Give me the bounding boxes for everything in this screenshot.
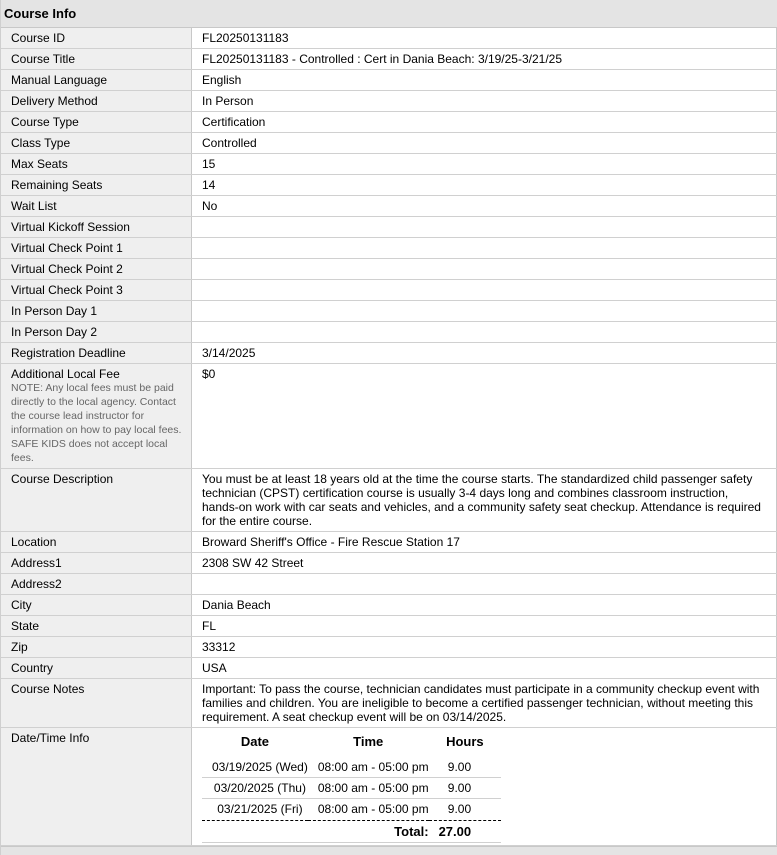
- session-time: 08:00 am - 05:00 pm: [308, 757, 429, 778]
- field-label: Remaining Seats: [1, 175, 192, 196]
- table-row: [1, 133, 777, 154]
- field-label: In Person Day 2: [1, 322, 192, 343]
- table-row: [1, 238, 777, 259]
- in-person-day-2-value: [192, 322, 777, 343]
- session-hours: 9.00: [429, 778, 502, 799]
- table-row: [1, 343, 777, 364]
- field-label: Address1: [1, 553, 192, 574]
- field-label: Class Type: [1, 133, 192, 154]
- max-seats-value: 15: [192, 154, 777, 175]
- total-spacer: [202, 821, 308, 843]
- field-label: Address2: [1, 574, 192, 595]
- session-date: 03/19/2025 (Wed): [202, 757, 308, 778]
- panel-footer: [1, 846, 777, 855]
- table-row: [1, 595, 777, 616]
- field-label: Zip: [1, 637, 192, 658]
- registration-deadline-value: 3/14/2025: [192, 343, 777, 364]
- virtual-kickoff-value: [192, 217, 777, 238]
- address2-value: [192, 574, 777, 595]
- table-row: [1, 175, 777, 196]
- location-value: Broward Sheriff's Office - Fire Rescue Station 17: [192, 532, 777, 553]
- field-label: Virtual Check Point 3: [1, 280, 192, 301]
- table-row: [1, 469, 777, 532]
- schedule-row: [202, 778, 501, 799]
- state-value: FL: [192, 616, 777, 637]
- schedule-table: [202, 732, 501, 843]
- table-row: [1, 574, 777, 595]
- table-row: [1, 154, 777, 175]
- course-info-table: [1, 28, 777, 846]
- field-label: Location: [1, 532, 192, 553]
- zip-value: 33312: [192, 637, 777, 658]
- address1-value: 2308 SW 42 Street: [192, 553, 777, 574]
- date-header: Date: [240, 734, 270, 749]
- session-date: 03/21/2025 (Fri): [202, 799, 308, 821]
- time-header: Time: [353, 734, 384, 749]
- course-notes-cell: [192, 679, 777, 728]
- class-type-value: Controlled: [192, 133, 777, 154]
- schedule-header-row: [202, 732, 501, 757]
- table-row: [1, 679, 777, 728]
- local-fee-label-cell: [1, 364, 192, 469]
- table-row: [1, 532, 777, 553]
- panel-title: Course Info: [1, 0, 777, 28]
- table-row: [1, 70, 777, 91]
- table-row: [1, 259, 777, 280]
- table-row: [1, 196, 777, 217]
- in-person-day-1-value: [192, 301, 777, 322]
- hours-header: Hours: [446, 734, 484, 749]
- field-label: Registration Deadline: [1, 343, 192, 364]
- datetime-cell: [192, 728, 777, 846]
- country-value: USA: [192, 658, 777, 679]
- session-hours: 9.00: [429, 757, 502, 778]
- course-notes-value: Important: To pass the course, technician candidates must participate in a community checkup event with families and children. You are ineligible to become a certified passenger technician, without meeting this requirement. A seat checkup event will be on 03/14/2025.: [202, 682, 760, 724]
- session-date: 03/20/2025 (Thu): [202, 778, 308, 799]
- course-title-value: FL20250131183 - Controlled : Cert in Dania Beach: 3/19/25-3/21/25: [192, 49, 777, 70]
- table-row: [1, 112, 777, 133]
- table-row: [1, 280, 777, 301]
- schedule-row: [202, 757, 501, 778]
- wait-list-value: No: [192, 196, 777, 217]
- field-label: Course ID: [1, 28, 192, 49]
- table-row: [1, 322, 777, 343]
- field-label: Country: [1, 658, 192, 679]
- local-fee-value: $0: [192, 364, 777, 469]
- field-label: Delivery Method: [1, 91, 192, 112]
- schedule-total-row: [202, 821, 501, 843]
- delivery-method-value: In Person: [192, 91, 777, 112]
- field-label: City: [1, 595, 192, 616]
- course-id-value: FL20250131183: [192, 28, 777, 49]
- field-label: Virtual Kickoff Session: [1, 217, 192, 238]
- virtual-checkpoint-1-value: [192, 238, 777, 259]
- table-row: [1, 364, 777, 469]
- local-fee-note: NOTE: Any local fees must be paid directly to the local agency. Contact the course lead instructor for information on how to pay local fees. SAFE KIDS does not accept local fees.: [11, 382, 182, 464]
- total-label: Total:: [308, 821, 429, 843]
- field-label: Date/Time Info: [1, 728, 192, 846]
- city-value: Dania Beach: [192, 595, 777, 616]
- table-row: [1, 553, 777, 574]
- course-description-cell: [192, 469, 777, 532]
- table-row: [1, 658, 777, 679]
- session-time: 08:00 am - 05:00 pm: [308, 799, 429, 821]
- table-row: [1, 28, 777, 49]
- table-row: [1, 301, 777, 322]
- course-type-value: Certification: [192, 112, 777, 133]
- table-row: [1, 616, 777, 637]
- field-label: Course Title: [1, 49, 192, 70]
- field-label: Virtual Check Point 2: [1, 259, 192, 280]
- field-label: Course Description: [1, 469, 192, 532]
- total-hours: 27.00: [429, 821, 502, 843]
- field-label: State: [1, 616, 192, 637]
- table-row: [1, 217, 777, 238]
- session-hours: 9.00: [429, 799, 502, 821]
- field-label: Additional Local Fee: [11, 367, 120, 381]
- field-label: Wait List: [1, 196, 192, 217]
- course-description-value: You must be at least 18 years old at the time the course starts. The standardized child passenger safety technician (CPST) certification course is usually 3-4 days long and combines classroom instruction, hands-on work with car seats and vehicles, and a community safety seat checkup. Attendance is required for the entire course.: [202, 472, 761, 528]
- schedule-row: [202, 799, 501, 821]
- field-label: Max Seats: [1, 154, 192, 175]
- field-label: Manual Language: [1, 70, 192, 91]
- table-row: [1, 91, 777, 112]
- table-row: [1, 49, 777, 70]
- session-time: 08:00 am - 05:00 pm: [308, 778, 429, 799]
- field-label: Course Notes: [1, 679, 192, 728]
- field-label: In Person Day 1: [1, 301, 192, 322]
- field-label: Course Type: [1, 112, 192, 133]
- virtual-checkpoint-3-value: [192, 280, 777, 301]
- remaining-seats-value: 14: [192, 175, 777, 196]
- table-row: [1, 728, 777, 846]
- field-label: Virtual Check Point 1: [1, 238, 192, 259]
- table-row: [1, 637, 777, 658]
- manual-language-value: English: [192, 70, 777, 91]
- virtual-checkpoint-2-value: [192, 259, 777, 280]
